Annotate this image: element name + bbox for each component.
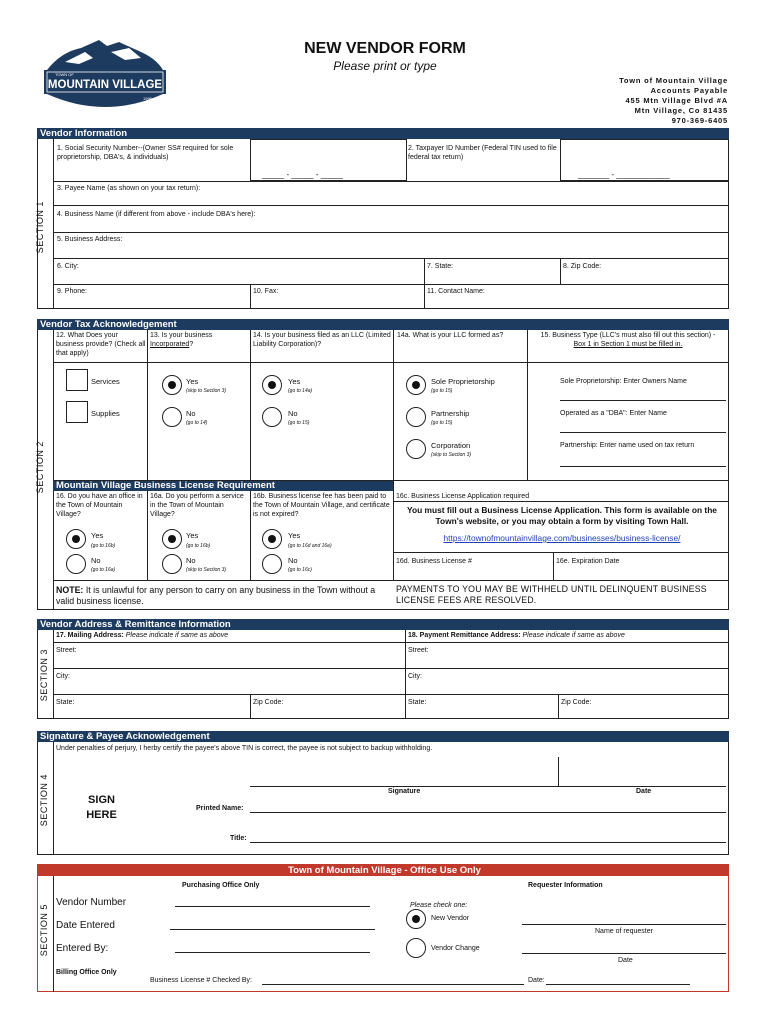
business-address-field[interactable]: 5. Business Address:	[57, 236, 123, 243]
corporation-hint: (skip to Section 3)	[431, 452, 472, 458]
divider	[560, 258, 561, 284]
q14-no-hint: (go to 15)	[288, 420, 310, 426]
payee-name-field[interactable]: 3. Payee Name (as shown on your tax return):	[57, 185, 201, 192]
corporation-label: Corporation	[431, 441, 471, 450]
divider	[558, 694, 559, 719]
new-vendor-label: New Vendor	[431, 915, 470, 922]
divider	[393, 501, 729, 502]
q13-yes-label: Yes	[186, 377, 199, 386]
business-name-field[interactable]: 4. Business Name (if different from above - include DBA's here):	[57, 211, 256, 218]
divider	[393, 480, 394, 580]
divider	[250, 694, 251, 719]
certification-text: Under penalties of perjury, I herby certify the payee's above TIN is correct, the payee is not subject to backup withholding.	[56, 745, 433, 752]
divider	[53, 232, 729, 233]
q16a-no-radio[interactable]	[162, 554, 182, 574]
fax-field[interactable]: 10. Fax:	[253, 288, 279, 295]
divider	[53, 284, 729, 285]
mailing-city-field[interactable]: City:	[56, 673, 70, 680]
remit-zip-field[interactable]: Zip Code:	[561, 699, 592, 706]
org-street: 455 Mtn Village Blvd #A	[625, 96, 728, 105]
divider	[53, 330, 54, 610]
divider	[53, 181, 729, 182]
date-entered-field[interactable]	[170, 929, 375, 930]
logo	[41, 38, 169, 114]
logo-main-text: MOUNTAIN VILLAGE	[47, 79, 163, 91]
remit-italic: Please indicate if same as above	[520, 632, 625, 639]
q16a-yes-hint: (go to 16b)	[186, 543, 211, 549]
here-text: HERE	[86, 809, 117, 821]
divider	[147, 330, 148, 480]
requester-name-label: Name of requester	[595, 928, 653, 935]
section1-side-label: SECTION 1	[34, 201, 45, 254]
owner-name-label: Sole Proprietorship: Enter Owners Name	[560, 378, 687, 385]
requester-info-label: Requester Information	[528, 882, 603, 889]
page-subtitle: Please print or type	[333, 59, 437, 73]
q16b-yes-label: Yes	[288, 531, 301, 540]
date-label: Date	[636, 788, 652, 795]
divider	[393, 330, 394, 480]
billing-date-field[interactable]	[546, 984, 690, 985]
divider	[53, 362, 729, 363]
entered-by-label: Entered By:	[56, 943, 109, 954]
license-must-line1: You must fill out a Business License Application. This form is available on the	[407, 505, 717, 515]
remit-bold: 18. Payment Remittance Address:	[408, 632, 521, 639]
title-label: Title:	[230, 835, 247, 842]
mailing-state-field[interactable]: State:	[56, 699, 75, 706]
q16a-yes-radio[interactable]	[162, 529, 182, 549]
remit-city-field[interactable]: City:	[408, 673, 422, 680]
partnership-name-label: Partnership: Enter name used on tax return	[560, 442, 695, 449]
services-label: Services	[91, 377, 120, 386]
partnership-name-field[interactable]	[560, 466, 726, 467]
title-field[interactable]	[250, 842, 726, 843]
remit-state-field[interactable]: State:	[408, 699, 427, 706]
divider	[53, 668, 729, 669]
q16-no-hint: (go to 16a)	[91, 567, 116, 573]
q16a-no-hint: (skip to Section 3)	[186, 567, 227, 573]
logo-year: 1995	[143, 96, 152, 101]
q15-note: Box 1 in Section 1 must be filled in.	[573, 341, 683, 348]
divider	[527, 330, 528, 480]
section1-header: Vendor Information	[37, 128, 729, 139]
mailing-address-label	[56, 631, 228, 640]
divider	[53, 480, 729, 481]
sole-proprietorship-radio[interactable]	[406, 375, 426, 395]
divider	[53, 580, 729, 581]
q16a-no-label: No	[186, 556, 196, 565]
q13-text: 13. Is your business	[150, 332, 213, 339]
logo-top-text: TOWN OF	[55, 72, 74, 77]
org-dept: Accounts Payable	[650, 86, 728, 95]
q14-no-radio[interactable]	[262, 407, 282, 427]
note-text: It is unlawful for any person to carry on any business in the Town without a valid business license.	[56, 585, 376, 606]
q13-no-hint: (go to 14)	[186, 420, 208, 426]
withheld-notice: PAYMENTS TO YOU MAY BE WITHHELD UNTIL DELINQUENT BUSINESS LICENSE FEES ARE RESOLVED.	[396, 584, 707, 605]
q16b-no-radio[interactable]	[262, 554, 282, 574]
dba-name-field[interactable]	[560, 432, 726, 433]
divider	[53, 258, 729, 259]
tin-mask: _______ - ____________	[578, 170, 670, 179]
contact-name-field[interactable]: 11. Contact Name:	[427, 288, 485, 295]
license-header: Mountain Village Business License Requirement	[53, 480, 394, 491]
purchasing-office-label: Purchasing Office Only	[182, 882, 260, 889]
section5-side-label: SECTION 5	[38, 904, 49, 957]
org-address	[560, 76, 728, 126]
section4-side-label: SECTION 4	[38, 774, 49, 827]
q16b-yes-radio[interactable]	[262, 529, 282, 549]
divider	[250, 491, 251, 580]
section3-side-label: SECTION 3	[38, 649, 49, 702]
q14-label: 14. Is your business filed as an LLC (Limited Liability Corporation)?	[253, 332, 391, 348]
supplies-label: Supplies	[91, 409, 120, 418]
q16-label: 16. Do you have an office in the Town of Mountain Village?	[56, 493, 143, 518]
q16-yes-hint: (go to 16b)	[91, 543, 116, 549]
divider	[393, 552, 729, 553]
vendor-change-radio[interactable]	[406, 938, 426, 958]
q13-yes-radio[interactable]	[162, 375, 182, 395]
ssn-mask: _____ - _____ - _____	[262, 170, 343, 179]
org-city: Mtn Village, Co 81435	[634, 106, 728, 115]
q15-label	[530, 331, 726, 349]
checked-by-label: Business License # Checked By:	[150, 977, 252, 984]
q16-no-radio[interactable]	[66, 554, 86, 574]
partnership-radio[interactable]	[406, 407, 426, 427]
divider	[250, 284, 251, 309]
q16b-no-label: No	[288, 556, 298, 565]
entered-by-field[interactable]	[175, 952, 370, 953]
owner-name-field[interactable]	[560, 400, 726, 401]
printed-name-label: Printed Name:	[196, 805, 244, 812]
divider	[147, 491, 148, 580]
vendor-change-label: Vendor Change	[431, 945, 480, 952]
billing-office-label: Billing Office Only	[56, 969, 117, 976]
q16-no-label: No	[91, 556, 101, 565]
date-entered-label: Date Entered	[56, 920, 115, 931]
divider	[558, 757, 559, 787]
ssn-label: 1. Social Security Number--(Owner SS# required for sole proprietorship, DBA's, & individuals)	[57, 145, 234, 161]
services-checkbox[interactable]	[66, 369, 88, 391]
q13-yes-hint: (skip to Section 3)	[186, 388, 227, 394]
org-phone: 970-369-6405	[671, 116, 728, 125]
divider	[53, 642, 729, 643]
new-vendor-radio[interactable]	[406, 909, 426, 929]
remit-street-field[interactable]: Street:	[408, 647, 429, 654]
q14-no-label: No	[288, 409, 298, 418]
expiration-date-field[interactable]: 16e. Expiration Date	[556, 558, 620, 565]
q15-text: 15. Business Type (LLC's must also fill out this section) -	[540, 332, 716, 339]
dba-name-label: Operated as a "DBA": Enter Name	[560, 410, 667, 417]
sign-here-marker	[84, 793, 119, 823]
q13-no-radio[interactable]	[162, 407, 182, 427]
divider	[53, 205, 729, 206]
section2-side-label: SECTION 2	[34, 441, 45, 494]
mailing-italic: Please indicate if same as above	[123, 632, 229, 639]
q16b-label: 16b. Business license fee has been paid to the Town of Mountain Village, and certificate is not expired?	[253, 493, 390, 518]
divider	[53, 630, 54, 719]
license-number-field[interactable]: 16d. Business License #	[396, 558, 472, 565]
sole-hint: (go to 15)	[431, 388, 453, 394]
q14a-label: 14a. What is your LLC formed as?	[397, 332, 504, 339]
section5-header: Town of Mountain Village - Office Use Only	[37, 865, 729, 876]
license-url-link[interactable]: https://townofmountainvillage.com/businesses/business-license/	[443, 533, 681, 543]
q16a-yes-label: Yes	[186, 531, 199, 540]
q16a-label: 16a. Do you perform a service in the Town of Mountain Village?	[150, 493, 244, 518]
partnership-label: Partnership	[431, 409, 470, 418]
corporation-radio[interactable]	[406, 439, 426, 459]
mailing-bold: 17. Mailing Address:	[56, 632, 124, 639]
page-title: NEW VENDOR FORM	[304, 40, 466, 57]
divider	[250, 330, 251, 480]
divider	[553, 552, 554, 580]
q14-yes-hint: (go to 14a)	[288, 388, 313, 394]
billing-date-label: Date:	[528, 977, 545, 984]
vendor-number-label: Vendor Number	[56, 897, 127, 908]
q16b-no-hint: (go to 16c)	[288, 567, 312, 573]
tin-label: 2. Taxpayer ID Number (Federal TIN used to file federal tax return)	[408, 145, 557, 161]
remittance-address-label	[408, 631, 625, 640]
signature-label: Signature	[388, 788, 421, 795]
license-must-line2: Town's website, or you may obtain a form by visiting Town Hall.	[435, 516, 689, 526]
license-note	[56, 585, 391, 607]
signature-line[interactable]	[250, 786, 726, 787]
q16b-yes-hint: (go to 16d and 16e)	[288, 543, 332, 549]
q13-qmark: ?	[189, 341, 194, 348]
check-one-label: Please check one:	[410, 902, 468, 909]
q13-incorporated: Incorporated	[150, 341, 190, 348]
divider	[53, 694, 729, 695]
q14-yes-label: Yes	[288, 377, 301, 386]
divider	[405, 630, 406, 719]
section2-header: Vendor Tax Acknowledgement	[37, 319, 729, 330]
sole-proprietorship-label: Sole Proprietorship	[431, 377, 495, 386]
zip-field[interactable]: 8. Zip Code:	[563, 263, 602, 270]
mailing-street-field[interactable]: Street:	[56, 647, 77, 654]
partnership-hint: (go to 15)	[431, 420, 453, 426]
phone-field[interactable]: 9. Phone:	[57, 288, 87, 295]
requester-date-label: Date	[618, 957, 633, 964]
note-bold: NOTE:	[56, 585, 84, 595]
vendor-number-field[interactable]	[175, 906, 370, 907]
section4-header: Signature & Payee Acknowledgement	[37, 731, 729, 742]
state-field[interactable]: 7. State:	[427, 263, 454, 270]
divider	[53, 876, 54, 992]
city-field[interactable]: 6. City:	[57, 263, 79, 270]
q12-label: 12. What Does your business provide? (Check all that apply)	[56, 332, 146, 357]
q13-label	[150, 331, 246, 349]
supplies-checkbox[interactable]	[66, 401, 88, 423]
printed-name-field[interactable]	[250, 812, 726, 813]
divider	[53, 742, 54, 855]
sign-text: SIGN	[88, 794, 115, 806]
requester-name-field[interactable]	[522, 924, 726, 925]
checked-by-field[interactable]	[262, 984, 524, 985]
org-name: Town of Mountain Village	[619, 76, 728, 85]
q16c-label: 16c. Business License Application required	[396, 493, 530, 500]
mailing-zip-field[interactable]: Zip Code:	[253, 699, 284, 706]
requester-date-field[interactable]	[522, 953, 726, 954]
q16-yes-radio[interactable]	[66, 529, 86, 549]
section3-header: Vendor Address & Remittance Information	[37, 619, 729, 630]
q13-no-label: No	[186, 409, 196, 418]
q16-yes-label: Yes	[91, 531, 104, 540]
q14-yes-radio[interactable]	[262, 375, 282, 395]
